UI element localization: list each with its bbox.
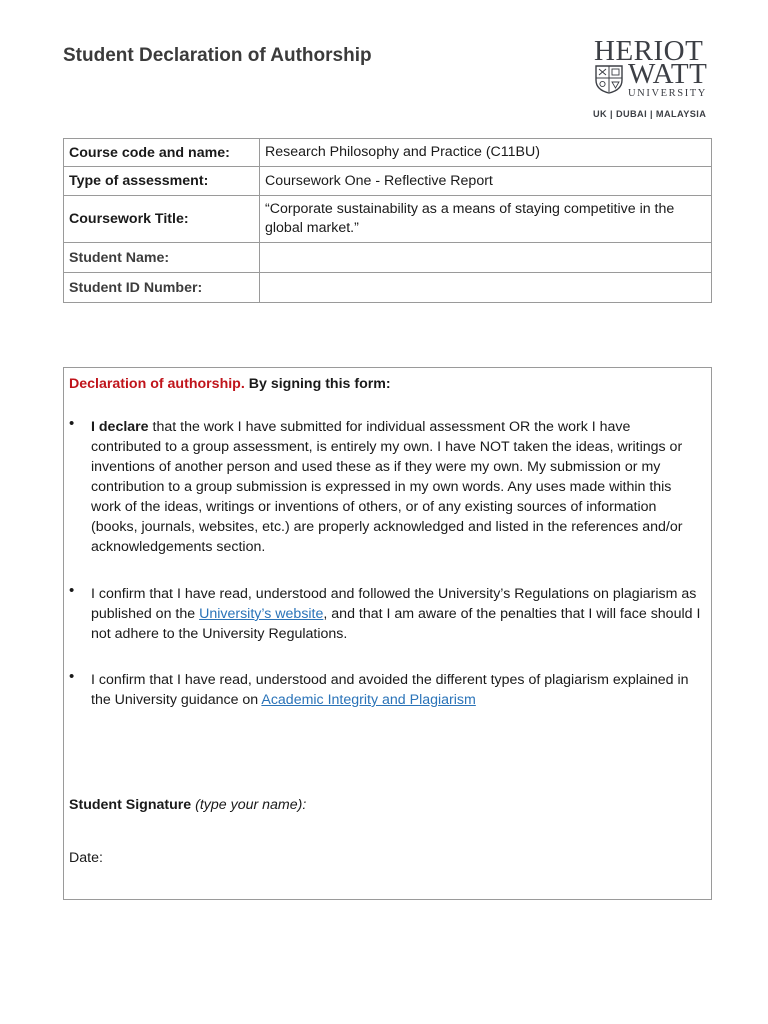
bullet1-text: that the work I have submitted for individual assessment OR the work I have contributed to a group assessment, is entirely my own. I have NOT taken the ideas, writings or inventions of another person and used these as if they were my own. My submission or my contribution to a group submission is expressed in my own words. Any uses made within this work of the ideas, writings or inventions of others, or of any existing sources of information (books, journals, websites, etc.) are properly acknowledged and listed in the references and/or acknowledgements section.: [91, 419, 683, 555]
bullet-icon: •: [69, 582, 75, 599]
assessment-type-label: Type of assessment:: [64, 167, 260, 196]
table-row: [64, 243, 712, 273]
date-field[interactable]: Date:: [69, 850, 103, 866]
logo-university-text: UNIVERSITY: [628, 88, 707, 99]
bullet2-post: , and that I am aware of the penalties that I will face should I not adhere to the University Regulations.: [91, 606, 701, 642]
table-row: [64, 196, 712, 243]
student-id-field[interactable]: [260, 273, 712, 303]
bullet-icon: •: [69, 668, 75, 685]
declaration-heading-rest: By signing this form:: [244, 376, 391, 392]
coursework-title-value[interactable]: “Corporate sustainability as a means of staying competitive in the global market.”: [260, 196, 712, 243]
declaration-bullet-2: [69, 584, 704, 644]
bullet1-bold: I declare: [91, 419, 149, 435]
declaration-bullet-3: [69, 670, 704, 710]
logo-heriot-text: HERIOT: [594, 35, 704, 67]
heriot-watt-logo: [592, 36, 710, 122]
coursework-title-label: Coursework Title:: [64, 196, 260, 243]
declaration-box: [63, 367, 712, 900]
course-code-value[interactable]: Research Philosophy and Practice (C11BU): [260, 139, 712, 167]
academic-integrity-link[interactable]: Academic Integrity and Plagiarism: [261, 692, 476, 708]
signature-hint: (type your name):: [191, 797, 307, 813]
student-signature-field[interactable]: [69, 795, 306, 815]
course-info-table: [63, 138, 712, 303]
student-id-label: Student ID Number:: [64, 273, 260, 303]
table-row: [64, 167, 712, 196]
page-title: Student Declaration of Authorship: [63, 45, 372, 66]
logo-locations: UK | DUBAI | MALAYSIA: [593, 109, 707, 119]
table-row: [64, 273, 712, 303]
course-code-label: Course code and name:: [64, 139, 260, 167]
student-name-label: Student Name:: [64, 243, 260, 273]
university-website-link[interactable]: University’s website: [199, 606, 324, 622]
declaration-heading: [69, 374, 391, 394]
crest-icon: [594, 64, 624, 94]
bullet-icon: •: [69, 415, 75, 432]
signature-label: Student Signature: [69, 797, 192, 813]
student-name-field[interactable]: [260, 243, 712, 273]
table-row: [64, 139, 712, 167]
assessment-type-value[interactable]: Coursework One - Reflective Report: [260, 167, 712, 196]
logo-watt-text: WATT: [628, 58, 708, 90]
declaration-heading-red: Declaration of authorship.: [69, 376, 245, 392]
bullet2-pre: I confirm that I have read, understood and followed the University’s Regulations on plagiarism as published on the: [91, 586, 697, 622]
declaration-bullet-1: [69, 417, 704, 557]
bullet3-pre: I confirm that I have read, understood and avoided the different types of plagiarism explained in the University guidance on: [91, 672, 689, 708]
